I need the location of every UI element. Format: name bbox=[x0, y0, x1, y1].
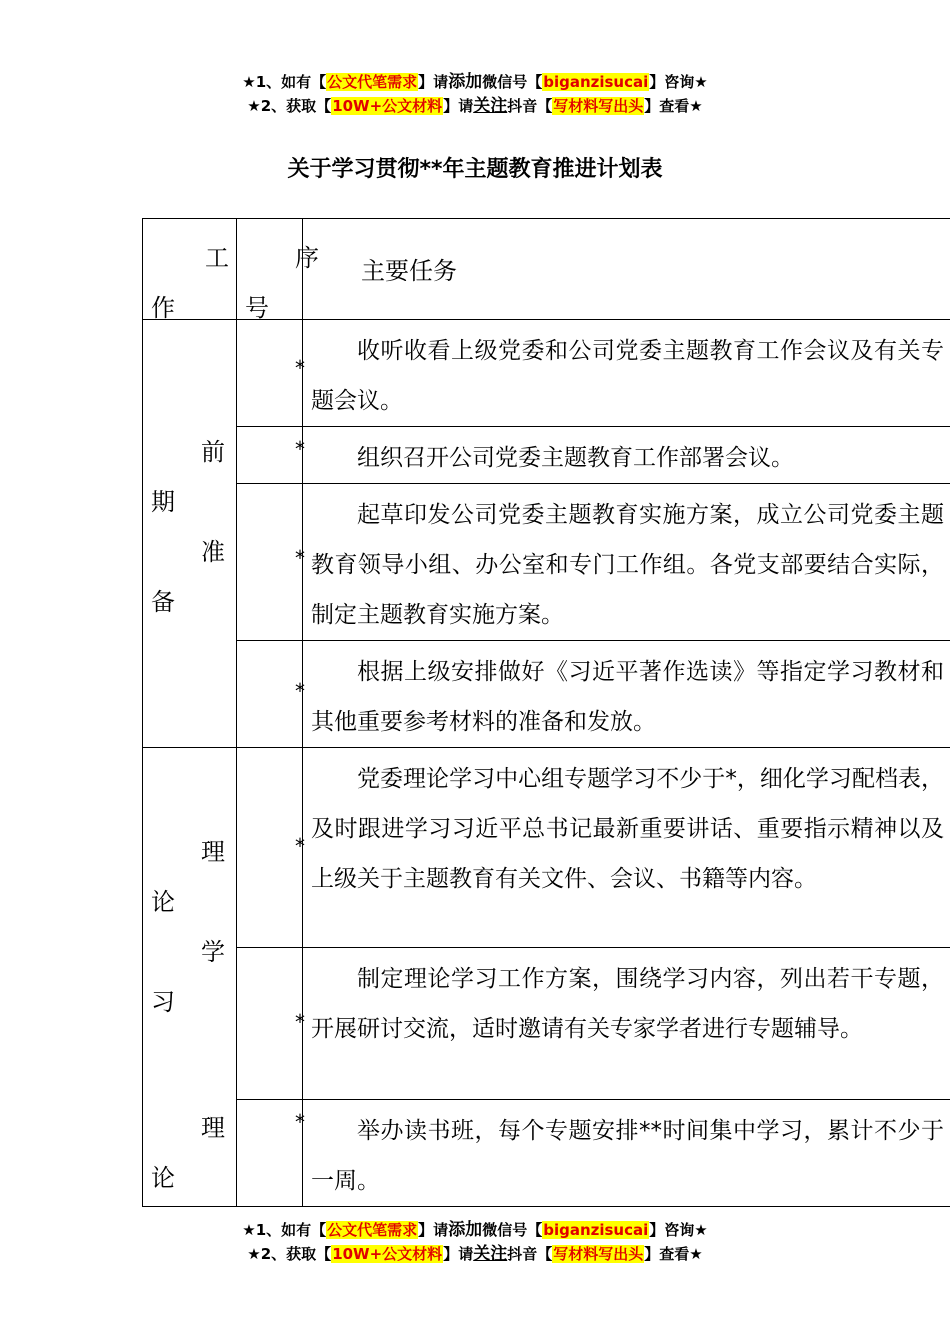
seq-cell bbox=[237, 1100, 303, 1207]
work-label-char: 理 bbox=[201, 838, 225, 866]
promo-line-2 bbox=[0, 1242, 950, 1266]
task-cell bbox=[303, 484, 950, 641]
promo-text: 】请 bbox=[418, 73, 449, 91]
table-row bbox=[143, 641, 950, 748]
promo-text: 抖音【 bbox=[507, 1245, 553, 1263]
work-cell-study bbox=[143, 748, 237, 1207]
table-row bbox=[143, 427, 950, 484]
seq-number: * bbox=[295, 546, 305, 570]
promo-text: 】咨询★ bbox=[649, 73, 708, 91]
seq-number: * bbox=[295, 679, 305, 703]
promo-emphasis: 添加 bbox=[448, 1220, 483, 1240]
task-text: 收听收看上级党委和公司党委主题教育工作会议及有关专题会议。 bbox=[311, 338, 944, 414]
table-row bbox=[143, 748, 950, 948]
seq-number: * bbox=[295, 1110, 305, 1134]
seq-cell bbox=[237, 484, 303, 641]
task-text: 党委理论学习中心组专题学习不少于*，细化学习配档表，及时跟进学习习近平总书记最新重要讲话、重要指示精神以及上级关于主题教育有关文件、会议、书籍等内容。 bbox=[311, 766, 944, 892]
promo-highlight: 10W+公文材料 bbox=[332, 1245, 443, 1263]
plan-table bbox=[142, 218, 950, 1207]
header-seq-top: 序 bbox=[295, 244, 319, 272]
task-cell bbox=[303, 948, 950, 1100]
header-work-top: 工 bbox=[205, 244, 229, 272]
work-label-char: 学 bbox=[201, 938, 225, 966]
work-label-char: 论 bbox=[151, 888, 175, 916]
seq-cell bbox=[237, 748, 303, 948]
promo-text: 】请 bbox=[418, 1221, 449, 1239]
task-cell bbox=[303, 427, 950, 484]
seq-cell bbox=[237, 641, 303, 748]
promo-highlight: 10W+公文材料 bbox=[332, 97, 443, 115]
promo-highlight: 写材料写出头 bbox=[553, 1245, 644, 1263]
task-cell bbox=[303, 748, 950, 948]
seq-number: * bbox=[295, 834, 305, 858]
promo-line-1 bbox=[0, 1218, 950, 1242]
task-cell bbox=[303, 1100, 950, 1207]
header-task-label: 主要任务 bbox=[361, 257, 457, 285]
promo-emphasis: 关注 bbox=[473, 1244, 508, 1264]
work-label-char: 论 bbox=[151, 1164, 175, 1192]
promo-text: ★1、如有【 bbox=[242, 1221, 327, 1239]
document-title: 关于学习贯彻**年主题教育推进计划表 bbox=[287, 157, 663, 182]
promo-line-2 bbox=[0, 94, 950, 118]
table-row bbox=[143, 948, 950, 1100]
task-cell bbox=[303, 320, 950, 427]
promo-banner-top bbox=[0, 70, 950, 118]
header-work-cell bbox=[143, 219, 237, 320]
promo-banner-bottom bbox=[0, 1218, 950, 1266]
work-cell-prep bbox=[143, 320, 237, 748]
promo-highlight: biganzisucai bbox=[543, 1221, 649, 1239]
seq-cell bbox=[237, 948, 303, 1100]
task-text: 根据上级安排做好《习近平著作选读》等指定学习教材和其他重要参考材料的准备和发放。 bbox=[311, 659, 944, 735]
task-text: 制定理论学习工作方案，围绕学习内容，列出若干专题，开展研讨交流，适时邀请有关专家学者进行专题辅导。 bbox=[311, 966, 944, 1042]
seq-number: * bbox=[295, 1010, 305, 1034]
task-text: 组织召开公司党委主题教育工作部署会议。 bbox=[357, 445, 794, 471]
seq-number: * bbox=[295, 437, 305, 461]
table-header-row bbox=[143, 219, 950, 320]
table-row bbox=[143, 1100, 950, 1207]
promo-text: ★2、获取【 bbox=[247, 1245, 332, 1263]
promo-line-1 bbox=[0, 70, 950, 94]
header-seq-bottom: 号 bbox=[245, 294, 269, 322]
promo-text: 】查看★ bbox=[644, 1245, 703, 1263]
task-text: 起草印发公司党委主题教育实施方案，成立公司党委主题教育领导小组、办公室和专门工作组。各党支部要结合实际，制定主题教育实施方案。 bbox=[311, 502, 944, 628]
seq-cell bbox=[237, 320, 303, 427]
promo-emphasis: 添加 bbox=[448, 72, 483, 92]
seq-number: * bbox=[295, 356, 305, 380]
work-label-char: 前 bbox=[201, 438, 225, 466]
task-text: 举办读书班，每个专题安排**时间集中学习，累计不少于一周。 bbox=[311, 1118, 944, 1194]
promo-emphasis: 关注 bbox=[473, 96, 508, 116]
promo-text: 微信号【 bbox=[482, 1221, 543, 1239]
header-work-bottom: 作 bbox=[151, 294, 175, 322]
promo-text: ★2、获取【 bbox=[247, 97, 332, 115]
promo-highlight: 公文代笔需求 bbox=[327, 1221, 418, 1239]
work-label-char: 习 bbox=[151, 988, 175, 1016]
table-row bbox=[143, 484, 950, 641]
work-label-char: 准 bbox=[201, 538, 225, 566]
promo-text: 】查看★ bbox=[644, 97, 703, 115]
promo-text: 】请 bbox=[443, 97, 474, 115]
header-seq-cell bbox=[237, 219, 319, 322]
table-row bbox=[143, 320, 950, 427]
seq-cell bbox=[237, 427, 303, 484]
work-label-char: 理 bbox=[201, 1114, 225, 1142]
promo-highlight: 写材料写出头 bbox=[553, 97, 644, 115]
header-task-cell bbox=[303, 219, 950, 320]
work-label-char: 期 bbox=[151, 488, 175, 516]
work-label-char: 备 bbox=[151, 588, 175, 616]
promo-text: 微信号【 bbox=[482, 73, 543, 91]
task-cell bbox=[303, 641, 950, 748]
promo-text: ★1、如有【 bbox=[242, 73, 327, 91]
promo-highlight: biganzisucai bbox=[543, 73, 649, 91]
promo-text: 】咨询★ bbox=[649, 1221, 708, 1239]
promo-text: 】请 bbox=[443, 1245, 474, 1263]
promo-text: 抖音【 bbox=[507, 97, 553, 115]
promo-highlight: 公文代笔需求 bbox=[327, 73, 418, 91]
